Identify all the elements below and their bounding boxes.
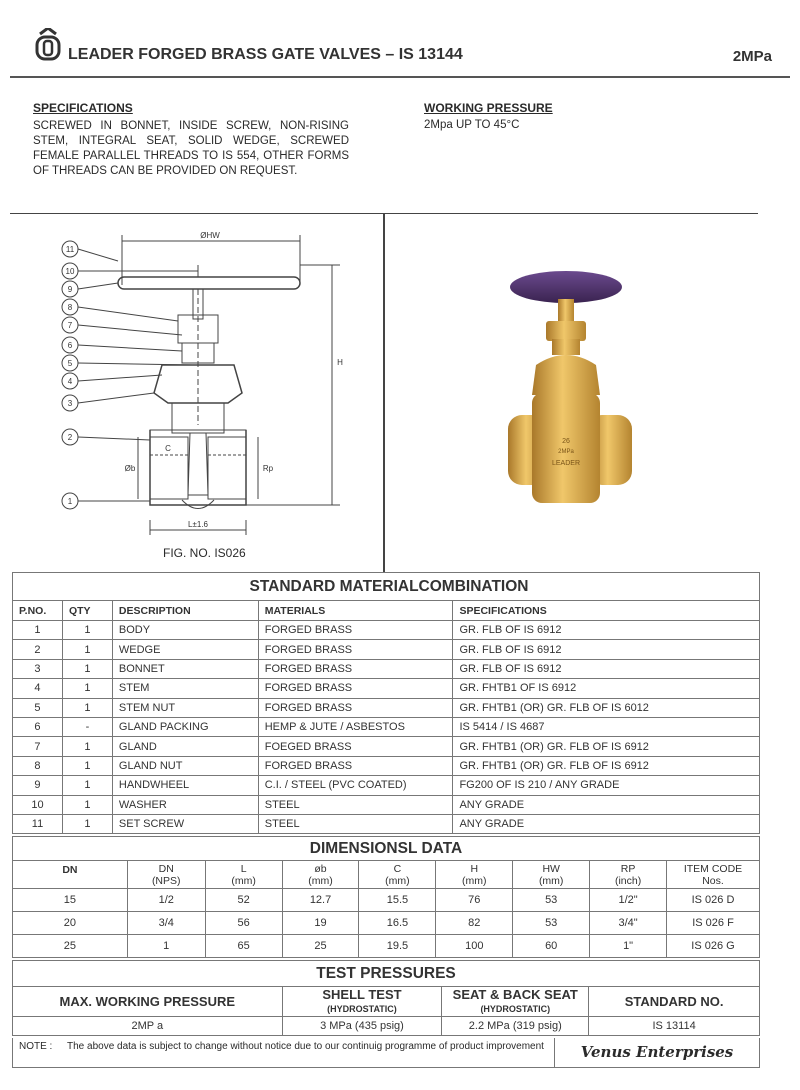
cell: SET SCREW xyxy=(112,814,258,833)
material-table-title: STANDARD MATERIALCOMBINATION xyxy=(13,573,760,601)
dim-label-ob: Øb xyxy=(124,464,136,473)
col-header: MATERIALS xyxy=(258,601,453,621)
cell: WEDGE xyxy=(112,640,258,659)
cell: FORGED BRASS xyxy=(258,621,453,640)
cell: 76 xyxy=(436,889,513,912)
pressure-rating: 2MPa xyxy=(732,48,772,65)
callout-6: 6 xyxy=(67,341,73,350)
cell: 10 xyxy=(13,795,63,814)
cell: HEMP & JUTE / ASBESTOS xyxy=(258,717,453,736)
page-title: LEADER FORGED BRASS GATE VALVES – IS 13144 xyxy=(68,46,463,63)
col-header: DESCRIPTION xyxy=(112,601,258,621)
table-row xyxy=(13,756,760,775)
table-row xyxy=(13,679,760,698)
cell: 1 xyxy=(62,659,112,678)
body-mark-size: 26 xyxy=(562,438,570,445)
test-pressure-table xyxy=(12,960,760,1036)
callout-11: 11 xyxy=(65,245,75,254)
cell: WASHER xyxy=(112,795,258,814)
col-header: DN xyxy=(13,861,128,889)
cell: IS 026 F xyxy=(667,912,760,935)
cell: FORGED BRASS xyxy=(258,640,453,659)
table-row xyxy=(13,814,760,833)
cell: STEEL xyxy=(258,795,453,814)
cell: FORGED BRASS xyxy=(258,679,453,698)
gate-valve-photo xyxy=(500,265,640,505)
cell: ANY GRADE xyxy=(453,795,760,814)
cell: 1" xyxy=(590,935,667,958)
cell: 53 xyxy=(513,889,590,912)
callout-5: 5 xyxy=(67,359,73,368)
cell: 2.2 MPa (319 psig) xyxy=(442,1017,589,1036)
cell: 3 MPa (435 psig) xyxy=(282,1017,442,1036)
cell: 52 xyxy=(205,889,282,912)
table-header-row xyxy=(13,987,760,1017)
callout-4: 4 xyxy=(67,377,73,386)
table-row xyxy=(13,698,760,717)
cell: - xyxy=(62,717,112,736)
cell: 1 xyxy=(62,698,112,717)
table-row xyxy=(13,776,760,795)
cell: GLAND NUT xyxy=(112,756,258,775)
cell: 1 xyxy=(62,776,112,795)
material-table xyxy=(12,572,760,834)
cell: 5 xyxy=(13,698,63,717)
dim-label-hw: ØHW xyxy=(200,231,220,240)
cell: 16.5 xyxy=(359,912,436,935)
figure-label: FIG. NO. IS026 xyxy=(163,546,246,560)
cell: 56 xyxy=(205,912,282,935)
cell: GR. FLB OF IS 6912 xyxy=(453,659,760,678)
cell: HANDWHEEL xyxy=(112,776,258,795)
cell: C.I. / STEEL (PVC COATED) xyxy=(258,776,453,795)
cell: 3/4 xyxy=(127,912,205,935)
working-pressure-text: 2Mpa UP TO 45°C xyxy=(424,119,520,131)
col-header: ITEM CODE Nos. xyxy=(667,861,760,889)
body-mark-pressure: 2MPa xyxy=(558,449,574,455)
cell: 20 xyxy=(13,912,128,935)
dim-label-c: C xyxy=(165,444,171,453)
note-label: NOTE : xyxy=(19,1041,53,1052)
cell: FORGED BRASS xyxy=(258,659,453,678)
callout-8: 8 xyxy=(67,303,73,312)
cell: 1 xyxy=(62,795,112,814)
cell: 60 xyxy=(513,935,590,958)
cell: 1/2 xyxy=(127,889,205,912)
cell: IS 026 G xyxy=(667,935,760,958)
cell: 1 xyxy=(62,679,112,698)
company-brand: Venus Enterprises xyxy=(555,1038,760,1068)
working-pressure-heading: WORKING PRESSURE xyxy=(424,101,553,115)
cell: 6 xyxy=(13,717,63,736)
cell: STEEL xyxy=(258,814,453,833)
cell: IS 13114 xyxy=(589,1017,760,1036)
cell: GR. FHTB1 (OR) GR. FLB OF IS 6012 xyxy=(453,698,760,717)
table-row xyxy=(13,640,760,659)
leader-logo-icon xyxy=(34,28,62,62)
cell: 15.5 xyxy=(359,889,436,912)
cell: 3 xyxy=(13,659,63,678)
col-header: STANDARD NO. xyxy=(589,987,760,1017)
cell: FOEGED BRASS xyxy=(258,737,453,756)
cell: 2 xyxy=(13,640,63,659)
cell: 65 xyxy=(205,935,282,958)
col-header: SEAT & BACK SEAT (HYDROSTATIC) xyxy=(442,987,589,1017)
callout-3: 3 xyxy=(67,399,73,408)
cell: 8 xyxy=(13,756,63,775)
cell: 2MP a xyxy=(13,1017,283,1036)
cell: BONNET xyxy=(112,659,258,678)
table-row xyxy=(13,1017,760,1036)
cell: GR. FHTB1 OF IS 6912 xyxy=(453,679,760,698)
cell: 15 xyxy=(13,889,128,912)
cell: STEM xyxy=(112,679,258,698)
cell: 25 xyxy=(13,935,128,958)
note-text: The above data is subject to change without notice due to our continuig programme of product improvement xyxy=(67,1041,544,1052)
table-row xyxy=(13,889,760,912)
dim-label-rp: Rp xyxy=(262,464,274,473)
table-row xyxy=(13,659,760,678)
footer-note xyxy=(12,1038,555,1068)
callout-2: 2 xyxy=(67,433,73,442)
cell: GR. FLB OF IS 6912 xyxy=(453,640,760,659)
cell: ANY GRADE xyxy=(453,814,760,833)
cell: IS 026 D xyxy=(667,889,760,912)
callout-1: 1 xyxy=(67,497,73,506)
cell: 7 xyxy=(13,737,63,756)
cell: GR. FHTB1 (OR) GR. FLB OF IS 6912 xyxy=(453,756,760,775)
col-header: HW (mm) xyxy=(513,861,590,889)
cell: 1/2" xyxy=(590,889,667,912)
table-row xyxy=(13,935,760,958)
cell: 1 xyxy=(62,814,112,833)
cell: 1 xyxy=(127,935,205,958)
table-row xyxy=(13,717,760,736)
col-header: H (mm) xyxy=(436,861,513,889)
cell: 9 xyxy=(13,776,63,795)
col-header: MAX. WORKING PRESSURE xyxy=(13,987,283,1017)
cell: 53 xyxy=(513,912,590,935)
cell: 11 xyxy=(13,814,63,833)
callout-10: 10 xyxy=(65,267,75,276)
cell: 1 xyxy=(13,621,63,640)
col-header: øb (mm) xyxy=(282,861,359,889)
cell: 82 xyxy=(436,912,513,935)
cell: 100 xyxy=(436,935,513,958)
cell: 19 xyxy=(282,912,359,935)
table-row xyxy=(13,621,760,640)
cell: 4 xyxy=(13,679,63,698)
cell: BODY xyxy=(112,621,258,640)
cell: FORGED BRASS xyxy=(258,698,453,717)
dim-label-h: H xyxy=(337,358,343,367)
col-header: SHELL TEST (HYDROSTATIC) xyxy=(282,987,442,1017)
specifications-text: SCREWED IN BONNET, INSIDE SCREW, NON-RISING STEM, INTEGRAL SEAT, SOLID WEDGE, SCREWED FEMALE PARALLEL THREADS TO IS 554, OTHER FORMS OF THREADS CAN BE PROVIDED ON REQUEST. xyxy=(33,120,349,177)
cell: 12.7 xyxy=(282,889,359,912)
table-header-row xyxy=(13,601,760,621)
figure-divider xyxy=(383,214,385,572)
test-table-title: TEST PRESSURES xyxy=(13,961,760,987)
valve-section-drawing xyxy=(50,225,350,545)
cell: 25 xyxy=(282,935,359,958)
cell: FG200 OF IS 210 / ANY GRADE xyxy=(453,776,760,795)
callout-7: 7 xyxy=(67,321,73,330)
table-row xyxy=(13,912,760,935)
body-mark-brand: LEADER xyxy=(551,460,581,467)
col-header: C (mm) xyxy=(359,861,436,889)
cell: 3/4" xyxy=(590,912,667,935)
table-row xyxy=(13,737,760,756)
dimension-table-title: DIMENSIONSL DATA xyxy=(13,837,760,861)
cell: GLAND PACKING xyxy=(112,717,258,736)
cell: 1 xyxy=(62,621,112,640)
cell: IS 5414 / IS 4687 xyxy=(453,717,760,736)
cell: GLAND xyxy=(112,737,258,756)
cell: FORGED BRASS xyxy=(258,756,453,775)
page-header xyxy=(10,22,790,78)
callout-9: 9 xyxy=(67,285,73,294)
col-header: P.NO. xyxy=(13,601,63,621)
cell: 19.5 xyxy=(359,935,436,958)
col-header: QTY xyxy=(62,601,112,621)
col-header: SPECIFICATIONS xyxy=(453,601,760,621)
cell: GR. FHTB1 (OR) GR. FLB OF IS 6912 xyxy=(453,737,760,756)
cell: STEM NUT xyxy=(112,698,258,717)
cell: 1 xyxy=(62,737,112,756)
dim-label-l: L±1.6 xyxy=(188,520,208,529)
col-header: RP (inch) xyxy=(590,861,667,889)
dimension-table xyxy=(12,836,760,958)
cell: GR. FLB OF IS 6912 xyxy=(453,621,760,640)
table-header-row xyxy=(13,861,760,889)
col-header: DN (NPS) xyxy=(127,861,205,889)
cell: 1 xyxy=(62,640,112,659)
col-header: L (mm) xyxy=(205,861,282,889)
cell: 1 xyxy=(62,756,112,775)
table-row xyxy=(13,795,760,814)
specifications-heading: SPECIFICATIONS xyxy=(33,101,133,115)
